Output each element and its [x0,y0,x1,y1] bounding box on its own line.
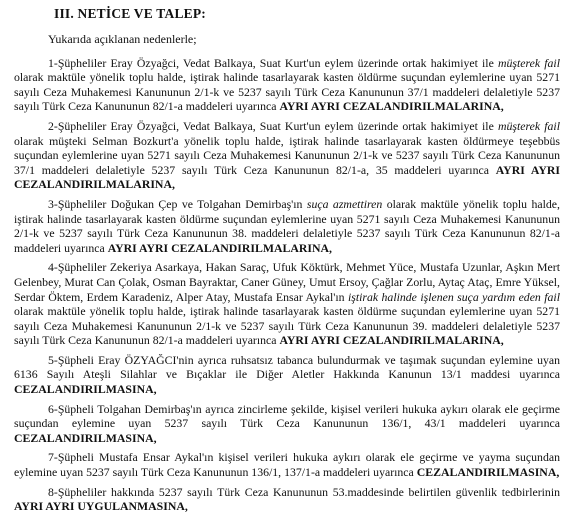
paragraph-segment: CEZALANDIRILMASINA, [14,382,157,397]
paragraph-segment: AYRI AYRI CEZALANDIRILMALARINA, [279,99,504,114]
paragraph-segment: olarak maktüle yönelik toplu halde, iştirak halinde tasarlayarak kasten öldürme suçundan eylemlerine uyan 5271 sayılı Ceza Muhakemesi Kanununun 2/1-k ve 5237 sayılı Türk Ceza Kanununun 37/1 maddeleri delaletiyle 5237 sayılı Türk Ceza Kanununun 82/1-a maddeleri uyarınca [14,70,560,114]
paragraph-segment: AYRI AYRI CEZALANDIRILMALARINA, [107,240,332,255]
paragraph-segment: 7-Şüpheli Mustafa Ensar Aykal'ın kişisel verileri hukuka aykırı olarak ele geçirme ve yayma suçundan eylemine uyan 5237 sayılı Türk Ceza Kanununun 136/1, 137/1-a maddeleri uyarınca [14,450,560,480]
paragraph-segment: 6-Şüpheli Tolgahan Demirbaş'ın ayrıca zincirleme şekilde, kişisel verileri hukuka aykırı olarak ele geçirme suçundan eylemine uyan 5237 sayılı Türk Ceza Kanununun 136/1, 43/1 maddeleri uyarınca [14,401,560,431]
intro-text: Yukarıda açıklanan nedenlerle; [48,32,197,46]
paragraph-segment: 1-Şüpheliler Eray Özyağci, Vedat Balkaya, Suat Kurt'un eylem üzerinde ortak hakimiyet ile [48,55,498,70]
paragraph-segment: 8-Şüpheliler hakkında 5237 sayılı Türk Ceza Kanununun 53.maddesinde belirtilen güvenlik tedbirlerinin [48,484,560,499]
section-heading: III. NETİCE VE TALEP: [54,6,206,21]
paragraph-segment: müşterek fail [497,55,560,70]
paragraph-item-5 [14,353,560,397]
paragraph-segment: müşterek fail [497,118,560,133]
paragraph-segment: AYRI AYRI CEZALANDIRILMALARINA, [14,162,560,192]
paragraph-item-8 [14,485,560,514]
paragraph-segment: 2-Şüpheliler Eray Özyağci, Vedat Balkaya, Suat Kurt'un eylem üzerinde ortak hakimiyet ile [48,118,498,133]
paragraph-segment: olarak müşteki Selman Bozkurt'a yönelik toplu halde, iştirak halinde tasarlayarak kasten öldürmeye teşebbüs suçundan eylemlerine uyan 5271 sayılı Ceza Muhakemesi Kanununun 2/1-k ve 5237 sayılı Türk Ceza Kanununun 37/1 maddeleri delaletiyle 5237 sayılı Türk Ceza Kanununun 82/1-a, 35 maddeleri uyarınca [14,133,560,177]
paragraph-list [14,56,560,514]
paragraph-item-3 [14,197,560,255]
paragraph-item-1 [14,56,560,114]
paragraph-segment: iştirak halinde işlenen suça yardım eden fail [347,289,560,304]
paragraph-segment: 3-Şüpheliler Doğukan Çep ve Tolgahan Demirbaş'ın [48,196,307,211]
paragraph-item-6 [14,402,560,446]
paragraph-segment: 5-Şüpheli Eray ÖZYAĞCI'nin ayrıca ruhsatsız tabanca bulundurmak ve taşımak suçundan eylemine uyan 6136 Sayılı Ateşli Silahlar ve Bıçaklar ile Diğer Aletler Hakkında Kanunun 13/1 maddesi uyarınca [14,352,560,382]
paragraph-item-4 [14,260,560,348]
paragraph-segment: CEZALANDIRILMASINA, [416,465,560,480]
paragraph-segment: CEZALANDIRILMASINA, [14,430,157,445]
paragraph-segment: olarak maktüle yönelik toplu halde, iştirak halinde tasarlayarak kasten öldürme suçundan eylemlerine uyan 5271 sayılı Ceza Muhakemesi Kanununun 2/1-k ve 5237 sayılı Türk Ceza Kanununun 38. maddeleri delaletiyle 5237 sayılı Türk Ceza Kanununun 82/1-a maddeleri uyarınca [14,196,560,255]
paragraph-segment: 4-Şüpheliler Zekeriya Asarkaya, Hakan Saraç, Ufuk Köktürk, Mehmet Yüce, Mustafa Uzunlar, Aşkın Mert Gelenbey, Murat Can Çolak, Osman Bayraktar, Caner Güney, Umut Ersoy, Çağlar Zorlu, Aytaç Ataç, Emre Yüksel, Serdar Öktem, Erdem Karadeniz, Alper Atay, Mustafa Ensar Aykal'ın [14,260,560,304]
paragraph-segment: olarak maktüle yönelik toplu halde, iştirak halinde tasarlayarak kasten öldürme suçundan eylemlerine uyan 5271 sayılı Ceza Muhakemesi Kanununun 2/1-k ve 5237 sayılı Türk Ceza Kanununun 39. maddeleri delaletiyle 5237 sayılı Türk Ceza Kanununun 82/1-a maddeleri uyarınca [14,304,560,348]
paragraph-segment: suça azmettiren [306,196,383,211]
paragraph-item-7 [14,450,560,479]
paragraph-item-2 [14,119,560,192]
paragraph-segment: AYRI AYRI CEZALANDIRILMALARINA, [279,333,504,348]
paragraph-segment: AYRI AYRI UYGULANMASINA, [14,499,188,514]
